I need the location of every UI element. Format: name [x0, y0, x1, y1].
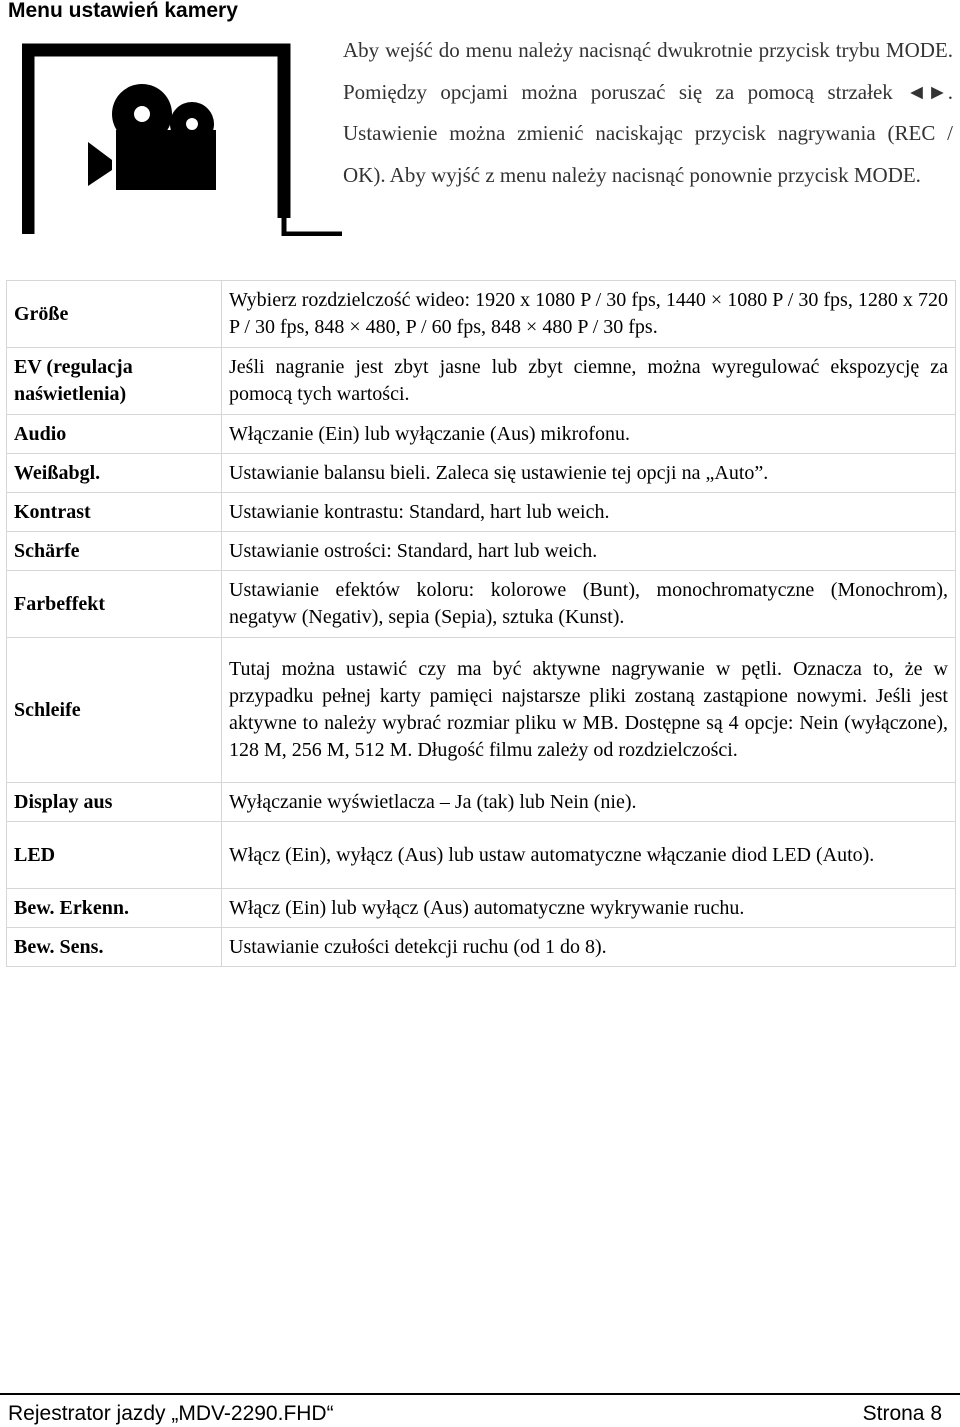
setting-name: Schleife — [7, 638, 222, 783]
setting-description: Włączanie (Ein) lub wyłączanie (Aus) mikrofonu. — [222, 415, 956, 454]
setting-description: Ustawianie czułości detekcji ruchu (od 1 do 8). — [222, 928, 956, 967]
setting-description: Włącz (Ein) lub wyłącz (Aus) automatyczne wykrywanie ruchu. — [222, 889, 956, 928]
setting-description: Ustawianie ostrości: Standard, hart lub weich. — [222, 532, 956, 571]
setting-name: Bew. Erkenn. — [7, 889, 222, 928]
table-row — [7, 415, 956, 454]
footer-product-name: Rejestrator jazdy „MDV-2290.FHD“ — [8, 1402, 334, 1425]
setting-description: Ustawianie balansu bieli. Zaleca się ustawienie tej opcji na „Auto”. — [222, 454, 956, 493]
setting-description: Jeśli nagranie jest zbyt jasne lub zbyt ciemne, można wyregulować ekspozycję za pomocą tych wartości. — [222, 348, 956, 415]
setting-description: Wyłączanie wyświetlacza – Ja (tak) lub Nein (nie). — [222, 783, 956, 822]
video-camera-mode-icon — [22, 42, 342, 236]
table-row — [7, 638, 956, 783]
settings-table — [6, 280, 956, 967]
table-row — [7, 454, 956, 493]
table-row — [7, 493, 956, 532]
setting-name: Größe — [7, 281, 222, 348]
table-row — [7, 889, 956, 928]
table-row — [7, 348, 956, 415]
setting-name: Schärfe — [7, 532, 222, 571]
setting-name: LED — [7, 822, 222, 889]
setting-description: Włącz (Ein), wyłącz (Aus) lub ustaw automatyczne włączanie diod LED (Auto). — [222, 822, 956, 889]
footer-divider — [0, 1393, 960, 1395]
setting-description: Wybierz rozdzielczość wideo: 1920 x 1080 P / 30 fps, 1440 × 1080 P / 30 fps, 1280 x 720 P / 30 fps, 848 × 480, P / 60 fps, 848 × 480 P / 30 fps. — [222, 281, 956, 348]
page-heading: Menu ustawień kamery — [8, 0, 238, 22]
table-row — [7, 571, 956, 638]
setting-name: Weißabgl. — [7, 454, 222, 493]
intro-paragraph: Aby wejść do menu należy nacisnąć dwukrotnie przycisk trybu MODE. Pomiędzy opcjami można poruszać się za pomocą strzałek ◄►. Ustawienie można zmienić naciskając przycisk nagrywania (REC / OK). Aby wyjść z menu należy nacisnąć ponownie przycisk MODE. — [343, 38, 953, 187]
table-row — [7, 783, 956, 822]
setting-description: Tutaj można ustawić czy ma być aktywne nagrywanie w pętli. Oznacza to, że w przypadku pełnej karty pamięci najstarsze pliki zostaną zastąpione nowymi. Jeśli jest aktywne to należy wybrać rozmiar pliku w MB. Dostępne są 4 opcje: Nein (wyłączone), 128 M, 256 M, 512 M. Długość filmu zależy od rozdzielczości. — [222, 638, 956, 783]
setting-name: Audio — [7, 415, 222, 454]
setting-description: Ustawianie kontrastu: Standard, hart lub weich. — [222, 493, 956, 532]
setting-name: Kontrast — [7, 493, 222, 532]
setting-name: Display aus — [7, 783, 222, 822]
table-row — [7, 928, 956, 967]
setting-name: EV (regulacja naświetlenia) — [7, 348, 222, 415]
table-row — [7, 532, 956, 571]
table-row — [7, 281, 956, 348]
video-camera-icon — [22, 42, 342, 236]
setting-description: Ustawianie efektów koloru: kolorowe (Bunt), monochromatyczne (Monochrom), negatyw (Negativ), sepia (Sepia), sztuka (Kunst). — [222, 571, 956, 638]
footer-page-number: Strona 8 — [862, 1402, 942, 1425]
table-row — [7, 822, 956, 889]
setting-name: Farbeffekt — [7, 571, 222, 638]
setting-name: Bew. Sens. — [7, 928, 222, 967]
